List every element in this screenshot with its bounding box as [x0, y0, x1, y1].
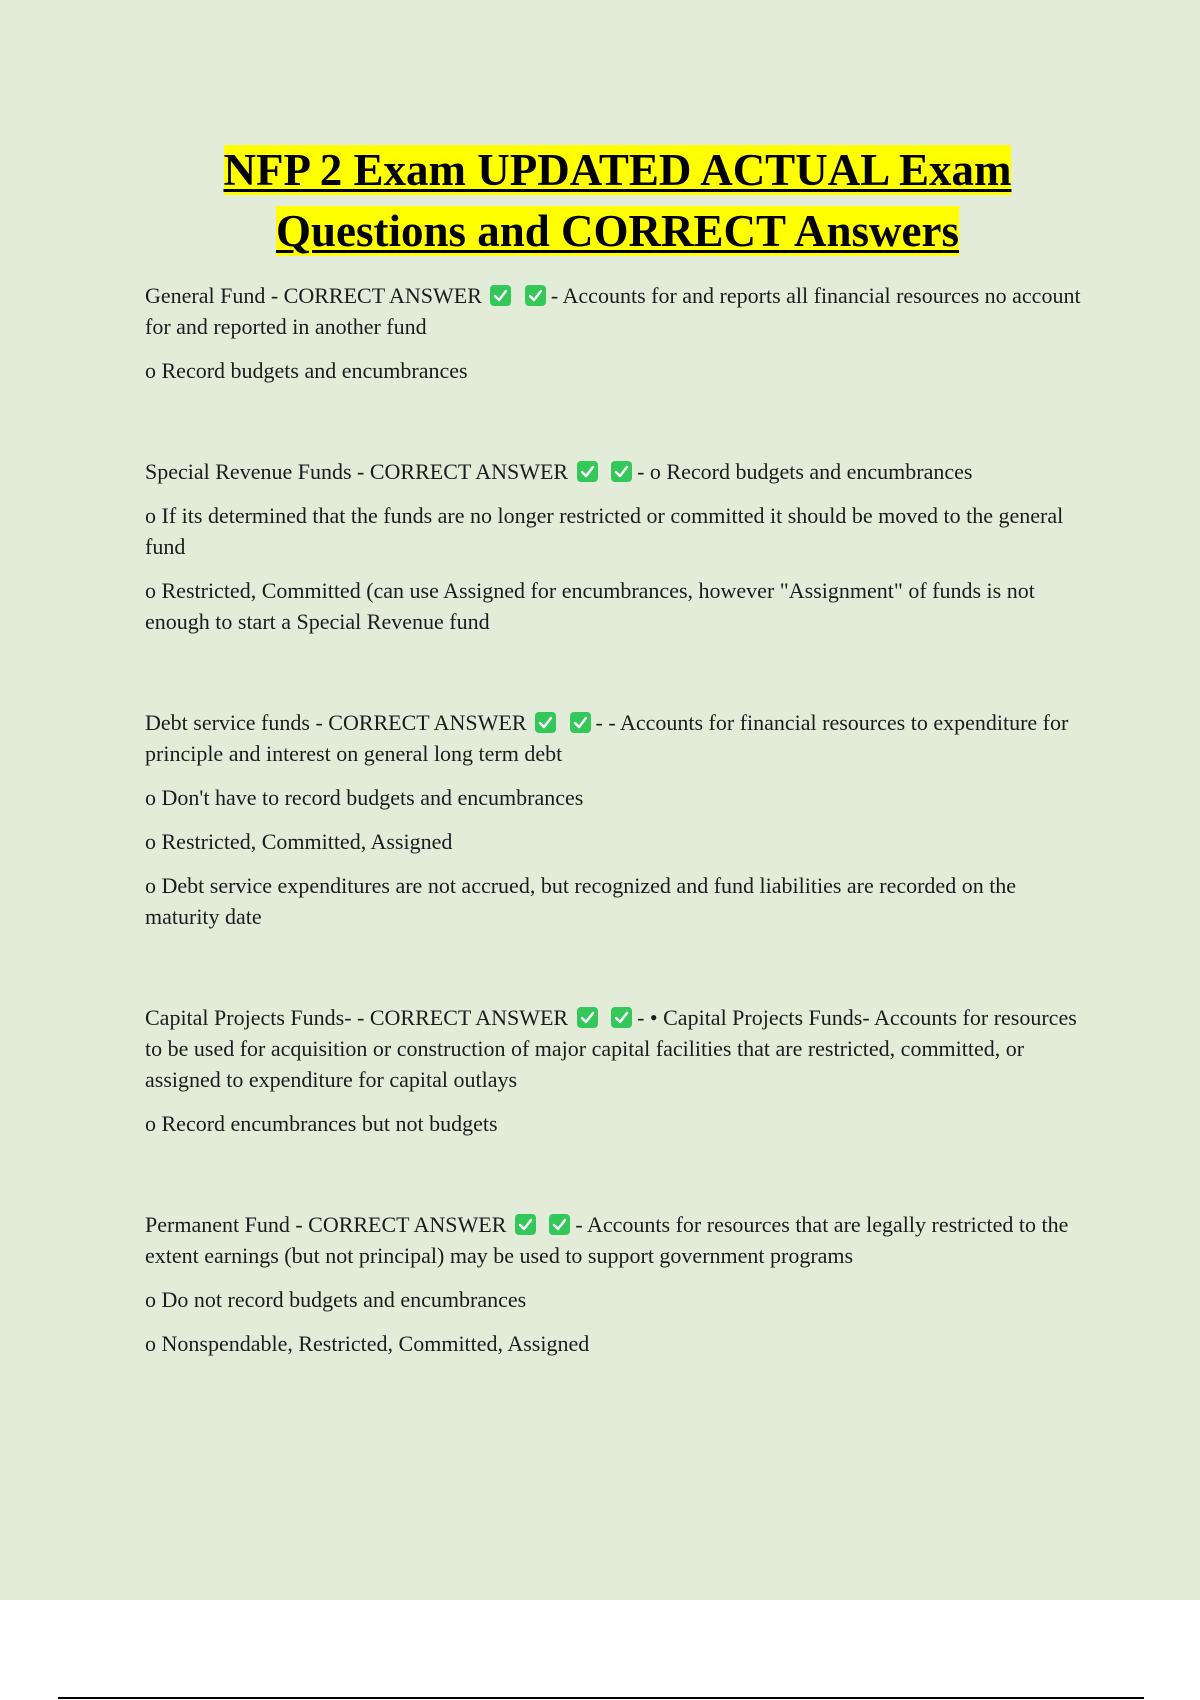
entry-heading: [145, 456, 1090, 487]
entry-heading: [145, 280, 1090, 342]
check-mark-icon: [515, 1214, 536, 1235]
entry-point: o Do not record budgets and encumbrances: [145, 1287, 527, 1312]
entry-special-revenue-funds: [145, 456, 1090, 637]
check-mark-icon: [525, 285, 546, 306]
entry-heading: [145, 1002, 1090, 1095]
check-mark-icon: [490, 285, 511, 306]
check-mark-icon: [535, 712, 556, 733]
entry-point: o Restricted, Committed, Assigned: [145, 829, 453, 854]
entry-general-fund: [145, 280, 1090, 386]
entry-point: o Restricted, Committed (can use Assigned for encumbrances, however "Assignment" of funds is not enough to start a Special Revenue fund: [145, 578, 1035, 634]
entry-definition: - Accounts for resources that are legally restricted to the extent earnings (but not principal) may be used to support government programs: [145, 1212, 1069, 1268]
entry-permanent-fund: [145, 1209, 1090, 1359]
entry-capital-projects-funds: [145, 1002, 1090, 1139]
check-mark-icon: [611, 461, 632, 482]
entry-definition: - - Accounts for financial resources to expenditure for principle and interest on general long term debt: [145, 710, 1069, 766]
entry-point: o Record budgets and encumbrances: [145, 358, 468, 383]
check-mark-icon: [549, 1214, 570, 1235]
entry-term: Capital Projects Funds- - CORRECT ANSWER: [145, 1005, 569, 1030]
title-line-1: NFP 2 Exam UPDATED ACTUAL Exam: [223, 145, 1012, 195]
entry-definition: - o Record budgets and encumbrances: [637, 459, 973, 484]
footer-divider: [58, 1697, 1144, 1699]
entry-point: o If its determined that the funds are no longer restricted or committed it should be moved to the general fund: [145, 503, 1064, 559]
check-mark-icon: [611, 1007, 632, 1028]
check-mark-icon: [577, 1007, 598, 1028]
entry-debt-service-funds: [145, 707, 1090, 932]
entry-term: Debt service funds - CORRECT ANSWER: [145, 710, 527, 735]
entry-definition: - • Capital Projects Funds- Accounts for resources to be used for acquisition or construction of major capital facilities that are restricted, committed, or assigned to expenditure for capital outlays: [145, 1005, 1077, 1092]
entry-point: o Record encumbrances but not budgets: [145, 1111, 498, 1136]
entry-point: o Don't have to record budgets and encumbrances: [145, 785, 584, 810]
entry-point: o Nonspendable, Restricted, Committed, Assigned: [145, 1331, 590, 1356]
check-mark-icon: [577, 461, 598, 482]
entry-term: Special Revenue Funds - CORRECT ANSWER: [145, 459, 569, 484]
entry-point: o Debt service expenditures are not accrued, but recognized and fund liabilities are recorded on the maturity date: [145, 873, 1017, 929]
document-title: [145, 140, 1090, 262]
entry-term: Permanent Fund - CORRECT ANSWER: [145, 1212, 507, 1237]
entry-heading: [145, 707, 1090, 769]
entry-heading: [145, 1209, 1090, 1271]
title-line-2: Questions and CORRECT Answers: [275, 206, 960, 256]
entry-term: General Fund - CORRECT ANSWER: [145, 283, 482, 308]
check-mark-icon: [570, 712, 591, 733]
document-content: [145, 140, 1090, 1429]
entry-definition: - Accounts for and reports all financial resources no account for and reported in another fund: [145, 283, 1081, 339]
